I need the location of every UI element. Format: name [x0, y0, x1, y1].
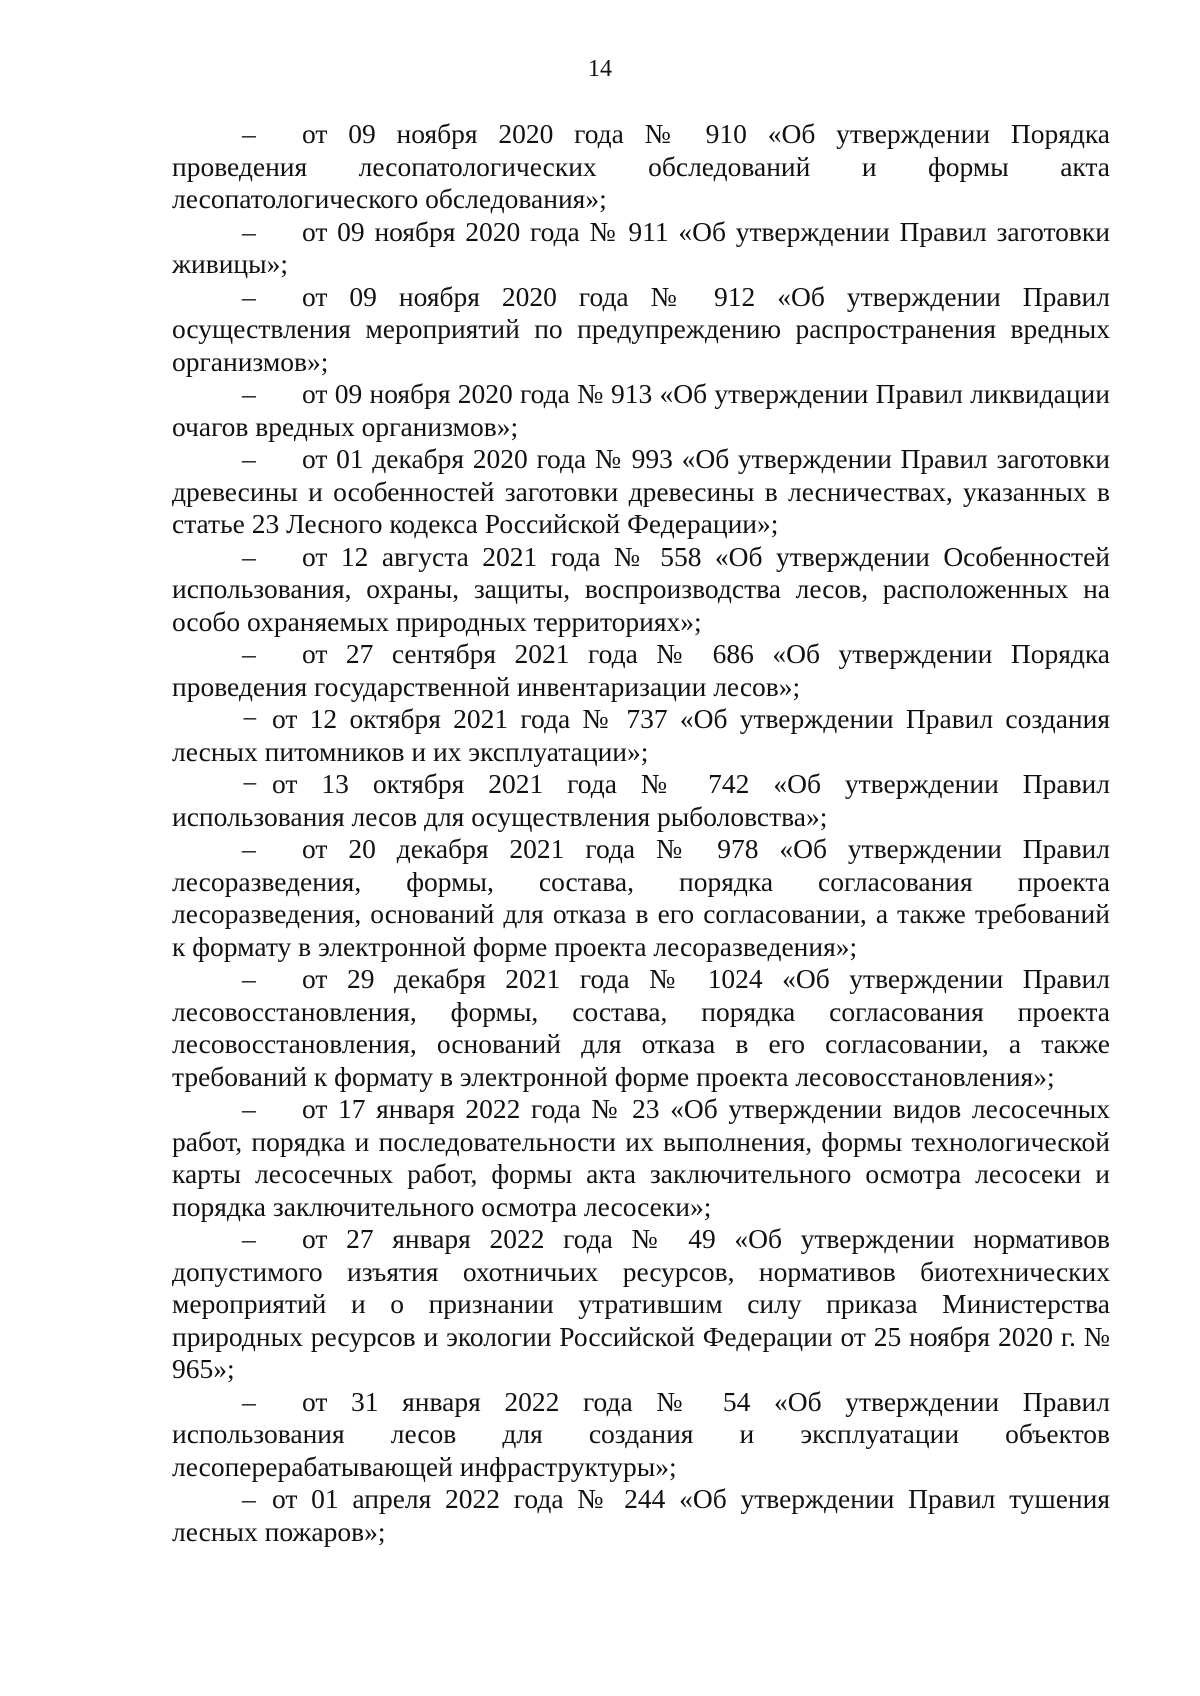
- list-item: [172, 541, 1110, 639]
- list-dash: −: [242, 703, 258, 734]
- list-item-text: от 20 декабря 2021 года № 978 «Об утверждении Правил лесоразведения, формы, состава, порядка согласования проекта лесоразведения, оснований для отказа в его согласовании, а также требований к формату в электронной форме проекта лесоразведения»;: [172, 833, 1110, 962]
- list-item-text: от 12 октября 2021 года № 737 «Об утверждении Правил создания лесных питомников и их эксплуатации»;: [172, 703, 1110, 767]
- list-item: [172, 963, 1110, 1093]
- list-item-text: от 09 ноября 2020 года № 913 «Об утверждении Правил ликвидации очагов вредных организмов»;: [172, 378, 1110, 442]
- list-item-text: от 09 ноября 2020 года № 910 «Об утверждении Порядка проведения лесопатологических обследований и формы акта лесопатологического обследования»;: [172, 118, 1110, 214]
- list-item-text: от 27 января 2022 года № 49 «Об утверждении нормативов допустимого изъятия охотничьих ресурсов, нормативов биотехнических мероприятий и о признании утратившим силу приказа Министерства природных ресурсов и экологии Российской Федерации от 25 ноября 2020 г. № 965»;: [172, 1223, 1110, 1384]
- list-item: [172, 118, 1110, 216]
- list-item-text: от 17 января 2022 года № 23 «Об утверждении видов лесосечных работ, порядка и последовательности их выполнения, формы технологической карты лесосечных работ, формы акта заключительного осмотра лесосеки и порядка заключительного осмотра лесосеки»;: [172, 1093, 1110, 1222]
- list-item: [172, 281, 1110, 379]
- list-item: [172, 1223, 1110, 1386]
- list-dash: −: [242, 768, 258, 799]
- list-dash: –: [242, 1483, 256, 1514]
- list-dash: –: [242, 443, 256, 474]
- list-dash: –: [242, 1223, 256, 1254]
- page-number: 14: [588, 56, 612, 82]
- list-item-text: от 31 января 2022 года № 54 «Об утверждении Правил использования лесов для создания и эксплуатации объектов лесоперерабатывающей инфраструктуры»;: [172, 1385, 1110, 1482]
- list-dash: –: [242, 638, 256, 669]
- list-item: [172, 768, 1110, 833]
- list-item: [172, 1386, 1110, 1484]
- list-item-text: от 12 августа 2021 года № 558 «Об утверждении Особенностей использования, охраны, защиты, воспроизводства лесов, расположенных на особо охраняемых природных территориях»;: [172, 540, 1110, 637]
- list-item: [172, 1483, 1110, 1548]
- list-dash: –: [242, 540, 256, 572]
- list-item-text: от 01 апреля 2022 года № 244 «Об утверждении Правил тушения лесных пожаров»;: [172, 1483, 1110, 1547]
- list-dash: –: [242, 215, 256, 247]
- document-body: [172, 118, 1110, 1548]
- list-dash: –: [242, 1385, 256, 1417]
- list-dash: –: [242, 963, 256, 994]
- list-item-text: от 29 декабря 2021 года № 1024 «Об утверждении Правил лесовосстановления, формы, состава, порядка согласования проекта лесовосстановления, оснований для отказа в его согласовании, а также требований к формату в электронной форме проекта лесовосстановления»;: [172, 963, 1110, 1092]
- list-item-text: от 01 декабря 2020 года № 993 «Об утверждении Правил заготовки древесины и особенностей заготовки древесины в лесничествах, указанных в статье 23 Лесного кодекса Российской Федерации»;: [172, 443, 1110, 539]
- list-item-text: от 27 сентября 2021 года № 686 «Об утверждении Порядка проведения государственной инвентаризации лесов»;: [172, 638, 1110, 702]
- list-item-text: от 13 октября 2021 года № 742 «Об утверждении Правил использования лесов для осуществления рыболовства»;: [172, 768, 1110, 832]
- list-dash: –: [242, 1093, 256, 1124]
- list-dash: –: [242, 378, 256, 409]
- list-dash: –: [242, 833, 256, 864]
- list-item: [172, 378, 1110, 443]
- list-item: [172, 638, 1110, 703]
- list-item: [172, 216, 1110, 281]
- list-item: [172, 703, 1110, 768]
- list-item-text: от 09 ноября 2020 года № 911 «Об утверждении Правил заготовки живицы»;: [172, 215, 1110, 279]
- list-item: [172, 443, 1110, 541]
- list-item: [172, 1093, 1110, 1223]
- list-dash: –: [242, 118, 256, 149]
- list-dash: –: [242, 280, 256, 312]
- list-item-text: от 09 ноября 2020 года № 912 «Об утверждении Правил осуществления мероприятий по предупреждению распространения вредных организмов»;: [172, 280, 1110, 377]
- list-item: [172, 833, 1110, 963]
